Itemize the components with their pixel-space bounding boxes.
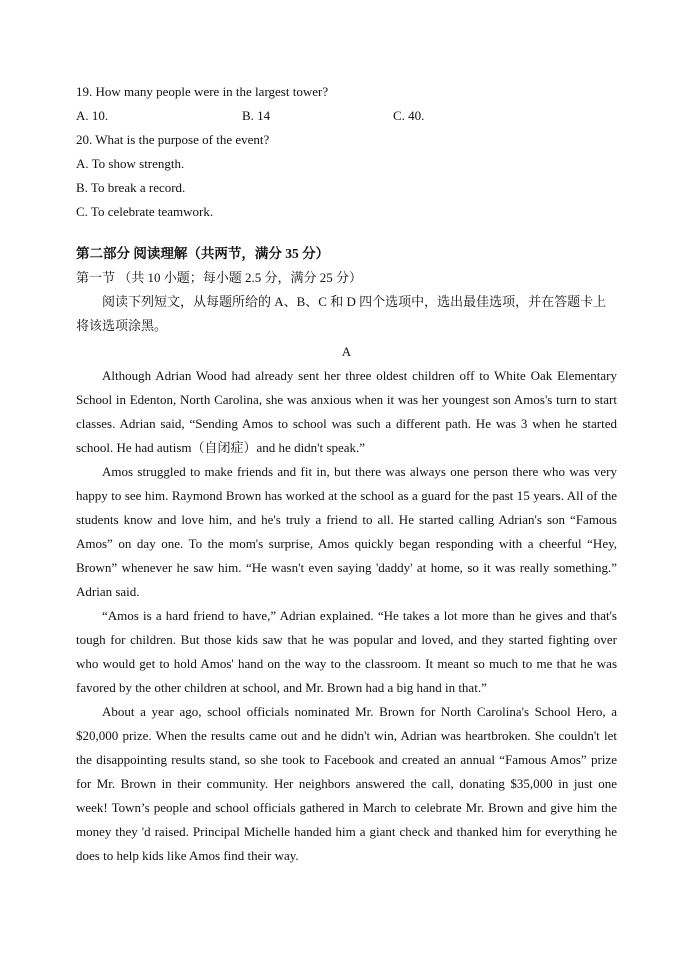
q20-option-a: A. To show strength. — [76, 156, 185, 171]
part-heading: 第二部分 阅读理解（共两节，满分 35 分） — [76, 246, 330, 261]
passage-paragraph-2: Amos struggled to make friends and fit in, but there was always one person there who was very happy to see him. Raymond Brown has worked at the school as a guard for the past 15 years. All of the students know and love him, and he's truly a friend to all. He started calling Adrian's son “Famous Amos” on day one. To the mom's surprise, Amos quickly began responding with a cheerful “Hey, Brown” whenever he saw him. “He wasn't even saying 'daddy' at home, so it was really something.” Adrian said. — [76, 464, 617, 599]
passage-paragraph-3: “Amos is a hard friend to have,” Adrian explained. “He takes a lot more than he gives and that's tough for children. But those kids saw that he was popular and loved, and they started fighting over who would get to hold Amos' hand on the way to the classroom. It meant so much to me that he was favored by the other children at school, and Mr. Brown had a big hand in that.” — [76, 608, 617, 695]
question-19: 19. How many people were in the largest tower? — [76, 84, 329, 99]
q19-option-a: A. 10. — [76, 108, 109, 123]
passage-paragraph-1: Although Adrian Wood had already sent her three oldest children off to White Oak Elementary School in Edenton, North Carolina, she was anxious when it was her youngest son Amos's turn to start classes. Adrian said, “Sending Amos to school was such a different path. He was 3 when he started school. He had autism（自闭症）and he didn't speak.” — [76, 368, 617, 455]
question-20: 20. What is the purpose of the event? — [76, 132, 270, 147]
q19-option-c: C. 40. — [393, 108, 425, 123]
document-page — [76, 80, 617, 868]
q20-option-c: C. To celebrate teamwork. — [76, 204, 214, 219]
passage-paragraph-4: About a year ago, school officials nominated Mr. Brown for North Carolina's School Hero, a $20,000 prize. When the results came out and he didn't win, Adrian was heartbroken. She couldn't let the disappointing results stand, so she took to Facebook and created an annual “Famous Amos” prize for Mr. Brown in their community. Her neighbors answered the call, donating $35,000 in just one week! Town’s people and school officials gathered in March to celebrate Mr. Brown and give him the money they 'd raised. Principal Michelle handed him a giant check and thanked him for everything he does to help kids like Amos find their way. — [76, 704, 617, 863]
section-heading: 第一节 （共 10 小题；每小题 2.5 分，满分 25 分） — [76, 270, 363, 285]
question-19-options — [76, 104, 617, 128]
instructions: 阅读下列短文，从每题所给的 A、B、C 和 D 四个选项中，选出最佳选项，并在答题卡上将该选项涂黑。 — [76, 294, 607, 333]
passage-label: A — [341, 344, 352, 359]
q19-option-b: B. 14 — [242, 108, 271, 123]
q20-option-b: B. To break a record. — [76, 180, 186, 195]
